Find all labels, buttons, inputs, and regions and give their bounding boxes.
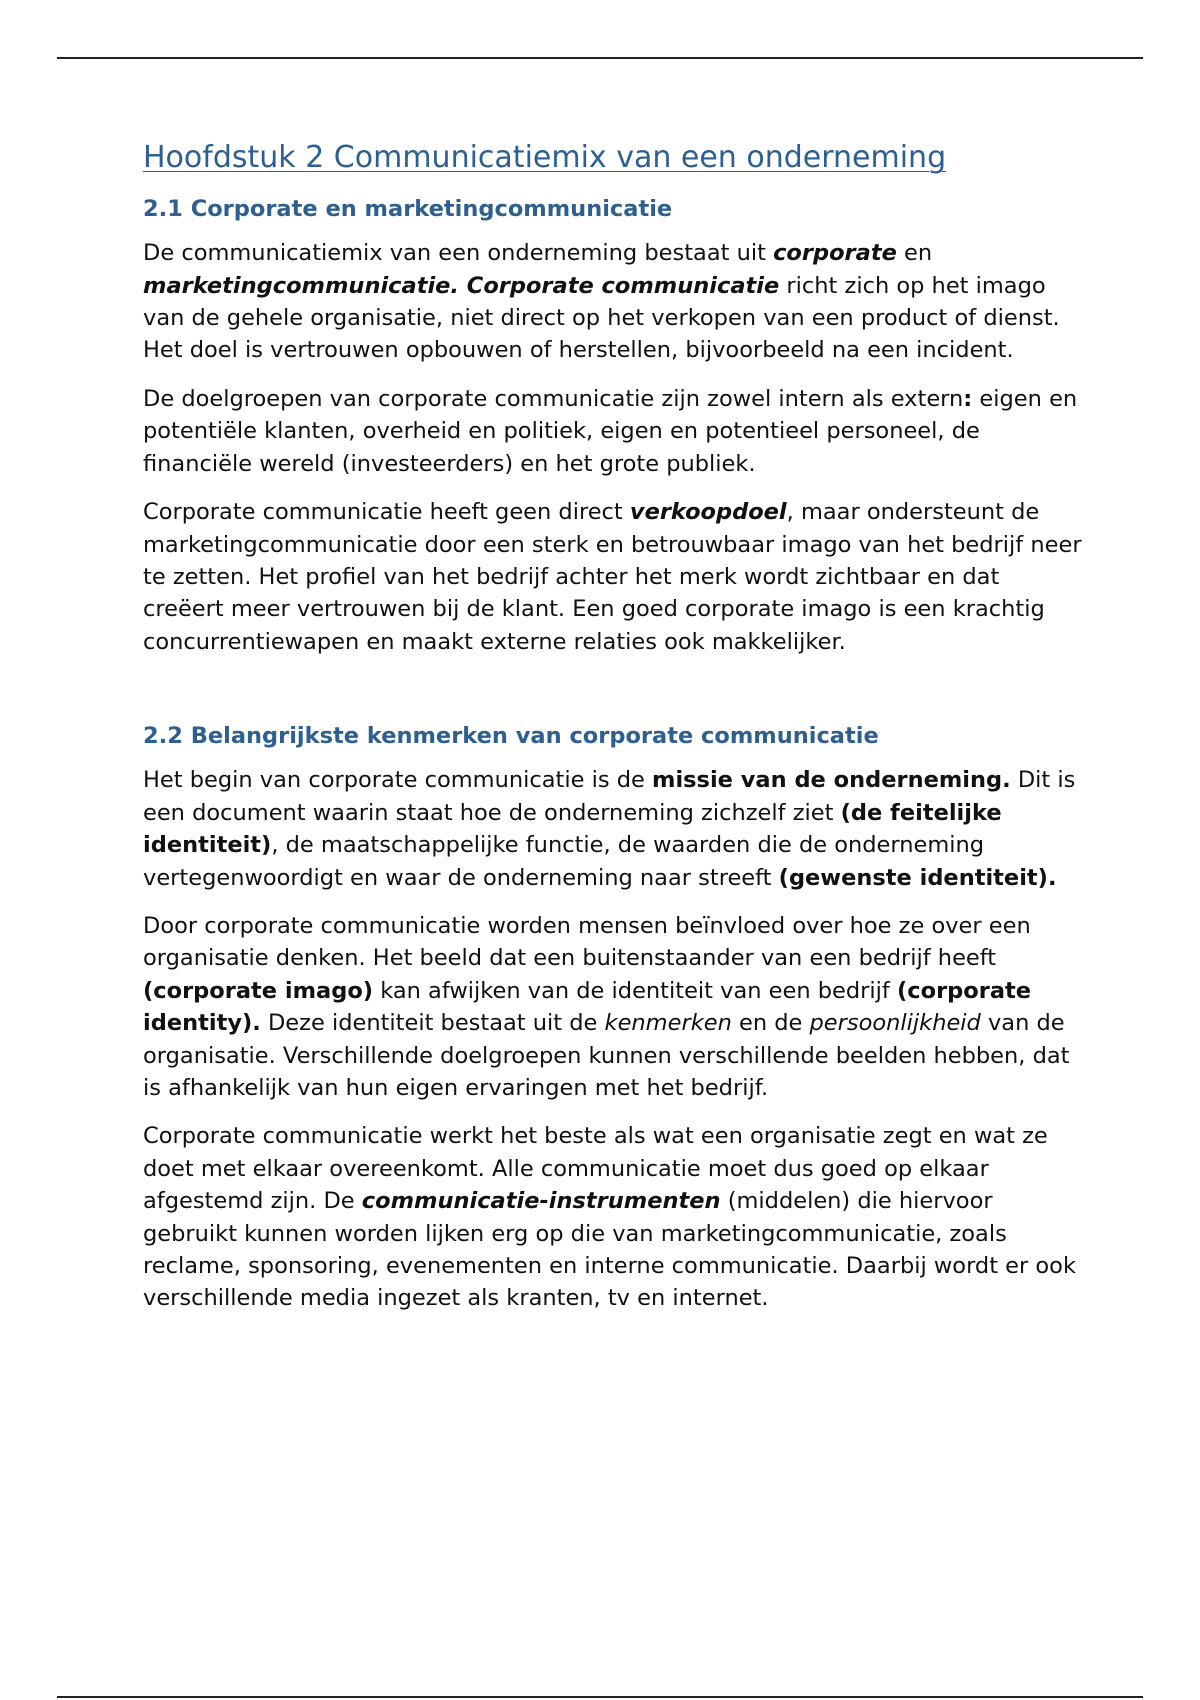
text-run: en de: [731, 1010, 810, 1037]
text-run: Corporate communicatie werkt het beste als wat een organisatie zegt en wat ze doet met elkaar overeenkomt. Alle communicatie moet dus goed op elkaar afgestemd zijn. De: [143, 1123, 1048, 1215]
emphasis-text: verkoopdoel: [629, 499, 787, 526]
text-run: Corporate communicatie heeft geen direct: [143, 499, 630, 526]
emphasis-text: (gewenste identiteit).: [778, 864, 1057, 891]
text-run: , de maatschappelijke functie, de waarden die de onderneming vertegenwoordigt en waar de onderneming naar streeft: [143, 832, 985, 891]
emphasis-text: corporate: [773, 240, 897, 267]
text-run: eigen en potentiële klanten, overheid en politiek, eigen en potentieel personeel, de financiële wereld (investeerders) en het grote publiek.: [143, 385, 1078, 477]
emphasis-text: (corporate imago): [143, 977, 374, 1004]
text-run: en: [896, 240, 933, 267]
paragraph-2-1-c: [143, 496, 1083, 658]
text-run: De communicatiemix van een onderneming bestaat uit: [143, 240, 774, 267]
text-run: kan afwijken van de identiteit van een bedrijf: [373, 977, 897, 1004]
section-spacer: [143, 674, 1083, 722]
paragraph-2-2-a: [143, 764, 1083, 894]
paragraph-2-2-c: [143, 1120, 1083, 1314]
emphasis-text: marketingcommunicatie. Corporate communicatie: [143, 272, 780, 299]
header-rule: [57, 57, 1143, 59]
text-run: van de organisatie. Verschillende doelgroepen kunnen verschillende beelden hebben, dat is afhankelijk van hun eigen ervaringen met het bedrijf.: [143, 1010, 1070, 1102]
emphasis-text: missie van de onderneming.: [652, 767, 1011, 794]
text-run: Dit is een document waarin staat hoe de onderneming zichzelf ziet: [143, 767, 1076, 826]
text-run: (middelen) die hiervoor gebruikt kunnen worden lijken erg op die van marketingcommunicatie, zoals reclame, sponsoring, evenementen en interne communicatie. Daarbij wordt er ook verschillende media ingezet als kranten, tv en internet.: [143, 1188, 1076, 1312]
document-body: [143, 138, 1083, 1331]
text-run: Door corporate communicatie worden mensen beïnvloed over hoe ze over een organisatie denken. Het beeld dat een buitenstaander van een bedrijf heeft: [143, 913, 1031, 972]
emphasis-text: communicatie-instrumenten: [361, 1188, 721, 1215]
section-heading-2-1: 2.1 Corporate en marketingcommunicatie: [143, 196, 673, 222]
chapter-title: Hoofdstuk 2 Communicatiemix van een onderneming: [143, 140, 947, 175]
emphasis-text: (de feitelijke identiteit): [143, 799, 1002, 859]
text-run: De doelgroepen van corporate communicatie zijn zowel intern als extern: [143, 385, 964, 412]
text-run: Deze identiteit bestaat uit de: [260, 1010, 605, 1037]
footer-rule: [57, 1696, 1143, 1698]
paragraph-2-1-a: [143, 237, 1083, 367]
text-run: Het begin van corporate communicatie is de: [143, 767, 652, 794]
text-run: , maar ondersteunt de marketingcommunicatie door een sterk en betrouwbaar imago van het bedrijf neer te zetten. Het profiel van het bedrijf achter het merk wordt zichtbaar en dat creëert meer vertrouwen bij de klant. Een goed corporate imago is een krachtig concurrentiewapen en maakt externe relaties ook makkelijker.: [143, 499, 1082, 655]
emphasis-text: (corporate identity).: [143, 977, 1032, 1037]
text-run: richt zich op het imago van de gehele organisatie, niet direct op het verkopen van een product of dienst. Het doel is vertrouwen opbouwen of herstellen, bijvoorbeeld na een incident.: [143, 272, 1060, 364]
section-heading-2-2: 2.2 Belangrijkste kenmerken van corporate communicatie: [143, 723, 879, 750]
italic-text: kenmerken: [604, 1010, 732, 1037]
emphasis-text: :: [963, 385, 973, 412]
paragraph-2-2-b: [143, 910, 1083, 1104]
paragraph-2-1-b: [143, 383, 1083, 480]
italic-text: persoonlijkheid: [809, 1010, 981, 1037]
